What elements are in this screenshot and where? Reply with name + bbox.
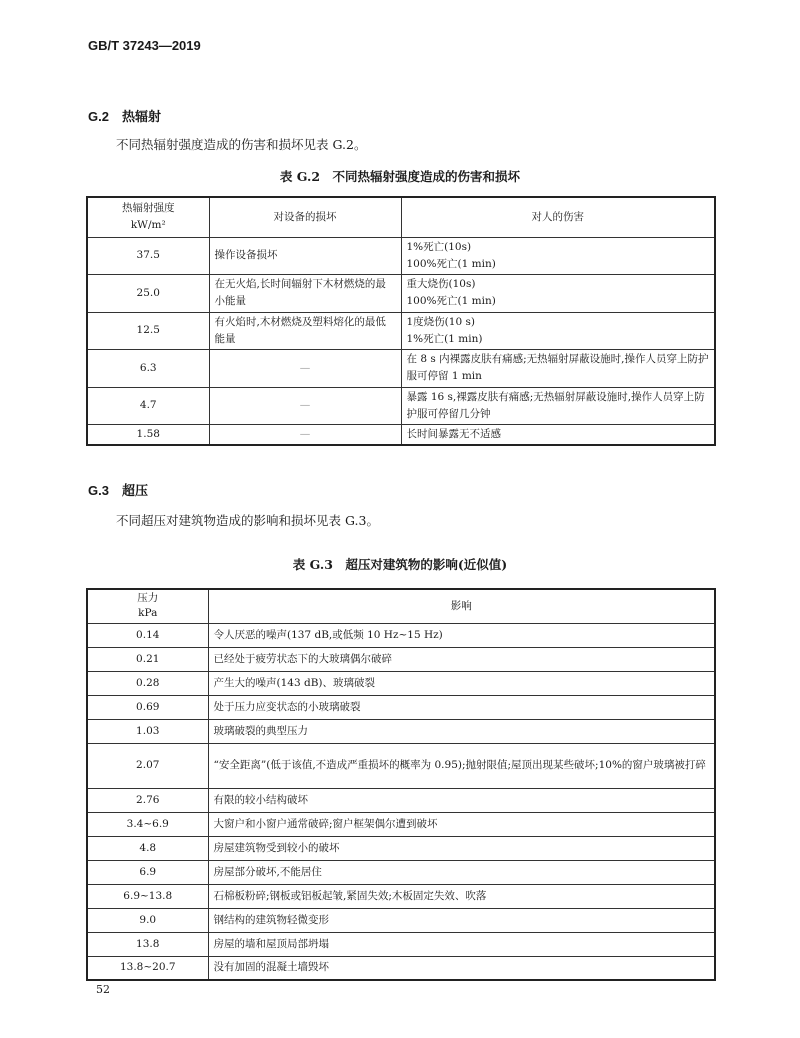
table-row	[87, 349, 715, 387]
pressure-cell: 0.21	[87, 647, 208, 671]
pressure-cell: 0.28	[87, 671, 208, 695]
table-g3	[86, 588, 716, 981]
human-harm-cell	[401, 274, 715, 312]
effect-cell: “安全距离”(低于该值,不造成严重损坏的概率为 0.95);抛射限值;屋顶出现某些破坏;10%的窗户玻璃被打碎	[208, 743, 715, 788]
equipment-damage-cell: —	[209, 349, 401, 387]
human-harm-cell	[401, 349, 715, 387]
human-harm-line: 在 8 s 内裸露皮肤有痛感;无热辐射屏蔽设施时,操作人员穿上防护服可停留 1 min	[406, 353, 709, 382]
intensity-cell: 12.5	[87, 312, 209, 349]
equipment-damage-cell: 操作设备损坏	[209, 237, 401, 274]
table-row	[87, 956, 715, 980]
pressure-cell: 2.07	[87, 743, 208, 788]
intensity-cell: 4.7	[87, 387, 209, 424]
table-row	[87, 671, 715, 695]
section-intro-g2: 不同热辐射强度造成的伤害和损坏见表 G.2。	[116, 137, 367, 152]
table-row	[87, 860, 715, 884]
table-caption-g2: 表 G.2 不同热辐射强度造成的伤害和损坏	[279, 169, 521, 184]
section-heading-g2: G.2 热辐射	[88, 109, 161, 124]
table-row	[87, 812, 715, 836]
equipment-damage-cell: —	[209, 424, 401, 445]
human-harm-cell	[401, 237, 715, 274]
table-header-row	[87, 197, 715, 237]
section-heading-g3: G.3 超压	[88, 483, 148, 498]
equipment-damage-cell: 有火焰时,木材燃烧及塑料熔化的最低能量	[209, 312, 401, 349]
human-harm-cell	[401, 424, 715, 445]
pressure-cell: 6.9	[87, 860, 208, 884]
pressure-cell: 9.0	[87, 908, 208, 932]
table-g2	[86, 196, 716, 446]
pressure-cell: 1.03	[87, 719, 208, 743]
effect-cell: 处于压力应变状态的小玻璃破裂	[208, 695, 715, 719]
effect-cell: 产生大的噪声(143 dB)、玻璃破裂	[208, 671, 715, 695]
table-row	[87, 274, 715, 312]
pressure-cell: 13.8	[87, 932, 208, 956]
header-cell: 压力 kPa	[87, 589, 208, 623]
header-cell: 对人的伤害	[401, 197, 715, 237]
table-row	[87, 743, 715, 788]
effect-cell: 没有加固的混凝土墙毁坏	[208, 956, 715, 980]
header-cell: 对设备的损坏	[209, 197, 401, 237]
table-row	[87, 836, 715, 860]
intensity-cell: 1.58	[87, 424, 209, 445]
table-row	[87, 695, 715, 719]
effect-cell: 玻璃破裂的典型压力	[208, 719, 715, 743]
header-cell: 影响	[208, 589, 715, 623]
table-row	[87, 387, 715, 424]
header-cell: 热辐射强度 kW/m²	[87, 197, 209, 237]
intensity-cell: 37.5	[87, 237, 209, 274]
human-harm-line: 1%死亡(10s)	[406, 240, 472, 253]
table-row	[87, 908, 715, 932]
human-harm-line: 长时间暴露无不适感	[406, 427, 501, 440]
pressure-cell: 2.76	[87, 788, 208, 812]
human-harm-line: 1度烧伤(10 s)	[406, 315, 475, 328]
pressure-cell: 0.14	[87, 623, 208, 647]
human-harm-line: 100%死亡(1 min)	[406, 257, 496, 270]
table-row	[87, 719, 715, 743]
equipment-damage-cell: —	[209, 387, 401, 424]
table-header-row	[87, 589, 715, 623]
pressure-cell: 0.69	[87, 695, 208, 719]
human-harm-line: 100%死亡(1 min)	[406, 295, 496, 307]
effect-cell: 石棉板粉碎;钢板或铝板起皱,紧固失效;木板固定失效、吹落	[208, 884, 715, 908]
table-row	[87, 312, 715, 349]
table-row	[87, 237, 715, 274]
effect-cell: 已经处于疲劳状态下的大玻璃偶尔破碎	[208, 647, 715, 671]
table-row	[87, 623, 715, 647]
human-harm-line: 1%死亡(1 min)	[406, 332, 483, 345]
human-harm-line: 暴露 16 s,裸露皮肤有痛感;无热辐射屏蔽设施时,操作人员穿上防护服可停留几分钟	[406, 390, 705, 420]
pressure-cell: 6.9~13.8	[87, 884, 208, 908]
intensity-cell: 6.3	[87, 349, 209, 387]
effect-cell: 房屋的墙和屋顶局部坍塌	[208, 932, 715, 956]
human-harm-cell	[401, 312, 715, 349]
equipment-damage-cell: 在无火焰,长时间辐射下木材燃烧的最小能量	[209, 274, 401, 312]
effect-cell: 令人厌恶的噪声(137 dB,或低频 10 Hz~15 Hz)	[208, 623, 715, 647]
table-caption-g3: 表 G.3 超压对建筑物的影响(近似值)	[292, 557, 508, 572]
table-row	[87, 932, 715, 956]
standard-number: GB/T 37243—2019	[88, 38, 201, 53]
effect-cell: 房屋建筑物受到较小的破坏	[208, 836, 715, 860]
effect-cell: 房屋部分破坏,不能居住	[208, 860, 715, 884]
table-row	[87, 424, 715, 445]
table-row	[87, 884, 715, 908]
effect-cell: 钢结构的建筑物轻微变形	[208, 908, 715, 932]
effect-cell: 有限的较小结构破坏	[208, 788, 715, 812]
pressure-cell: 4.8	[87, 836, 208, 860]
table-row	[87, 647, 715, 671]
table-row	[87, 788, 715, 812]
human-harm-cell	[401, 387, 715, 424]
human-harm-line: 重大烧伤(10s)	[406, 278, 476, 290]
pressure-cell: 3.4~6.9	[87, 812, 208, 836]
effect-cell: 大窗户和小窗户通常破碎;窗户框架偶尔遭到破坏	[208, 812, 715, 836]
pressure-cell: 13.8~20.7	[87, 956, 208, 980]
section-intro-g3: 不同超压对建筑物造成的影响和损坏见表 G.3。	[116, 513, 379, 528]
page-number: 52	[96, 983, 110, 996]
intensity-cell: 25.0	[87, 274, 209, 312]
